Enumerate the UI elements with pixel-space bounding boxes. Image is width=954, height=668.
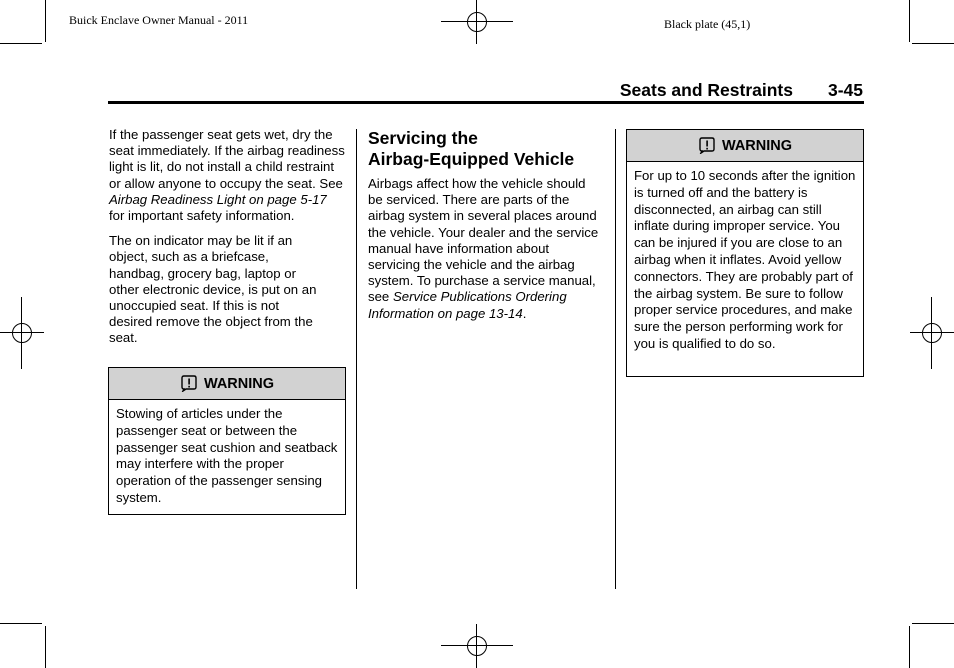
crop-mark bbox=[45, 626, 46, 668]
column-divider bbox=[615, 129, 616, 589]
crop-mark bbox=[912, 623, 954, 624]
cross-reference-link[interactable]: Service Publications Ordering Information on page 13-14 bbox=[368, 289, 567, 321]
crop-mark bbox=[909, 626, 910, 668]
warning-label: WARNING bbox=[203, 375, 275, 392]
heading-line: Airbag-Equipped Vehicle bbox=[368, 149, 575, 169]
page-number: 3-45 bbox=[827, 80, 863, 100]
header-rule bbox=[108, 101, 864, 104]
section-heading bbox=[368, 128, 608, 170]
warning-text: Stowing of articles under the passenger seat or between the passenger seat cushion and seatback may interfere with the proper operation of the passenger sensing system. bbox=[116, 406, 338, 505]
manual-title: Buick Enclave Owner Manual - 2011 bbox=[69, 13, 249, 27]
column-divider bbox=[356, 129, 357, 589]
running-header bbox=[108, 80, 863, 102]
crop-mark bbox=[0, 43, 42, 44]
warning-box bbox=[626, 129, 864, 377]
registration-mark-top bbox=[455, 0, 499, 44]
warning-label: WARNING bbox=[721, 137, 793, 154]
paragraph: Airbags affect how the vehicle should be serviced. There are parts of the airbag system in several places around the vehicle. Your dealer and the service manual have information about servicing the vehicle and the airbag system. To purchase a service manual, see Service Publications Ordering Information on page 13-14. bbox=[368, 176, 599, 321]
paragraph: The on indicator may be lit if an object, such as a briefcase, handbag, grocery bag, laptop or other electronic device, is put on an unoccupied seat. If this is not desired remove the object from the seat. bbox=[109, 233, 317, 346]
registration-mark-right bbox=[910, 311, 954, 355]
section-title: Seats and Restraints bbox=[619, 80, 793, 100]
warning-text: For up to 10 seconds after the ignition is turned off and the battery is disconnected, an airbag can still inflate during improper service. You can be injured if you are close to an airbag when it inflates. Avoid yellow connectors. They are probably part of the airbag system. Be sure to follow proper service procedures, and make sure the person performing work for you is qualified to do so. bbox=[634, 168, 856, 351]
paragraph: If the passenger seat gets wet, dry the seat immediately. If the airbag readiness light is lit, do not install a child restraint or allow anyone to occupy the seat. See Airbag Readiness Light on page 5-17 for important safety information. bbox=[109, 127, 345, 224]
column-2 bbox=[368, 176, 602, 331]
warning-box bbox=[108, 367, 346, 515]
crop-mark bbox=[912, 43, 954, 44]
cross-reference-link[interactable]: Airbag Readiness Light on page 5-17 bbox=[109, 191, 327, 207]
registration-mark-left bbox=[0, 311, 44, 355]
warning-header bbox=[109, 368, 345, 400]
warning-icon bbox=[180, 375, 198, 392]
crop-mark bbox=[0, 623, 42, 624]
registration-mark-bottom bbox=[455, 624, 499, 668]
warning-header bbox=[627, 130, 863, 162]
heading-line: Servicing the bbox=[368, 128, 478, 148]
warning-icon bbox=[698, 137, 716, 154]
crop-mark bbox=[909, 0, 910, 42]
crop-mark bbox=[45, 0, 46, 42]
plate-label: Black plate (45,1) bbox=[664, 17, 751, 31]
column-1 bbox=[109, 127, 345, 356]
